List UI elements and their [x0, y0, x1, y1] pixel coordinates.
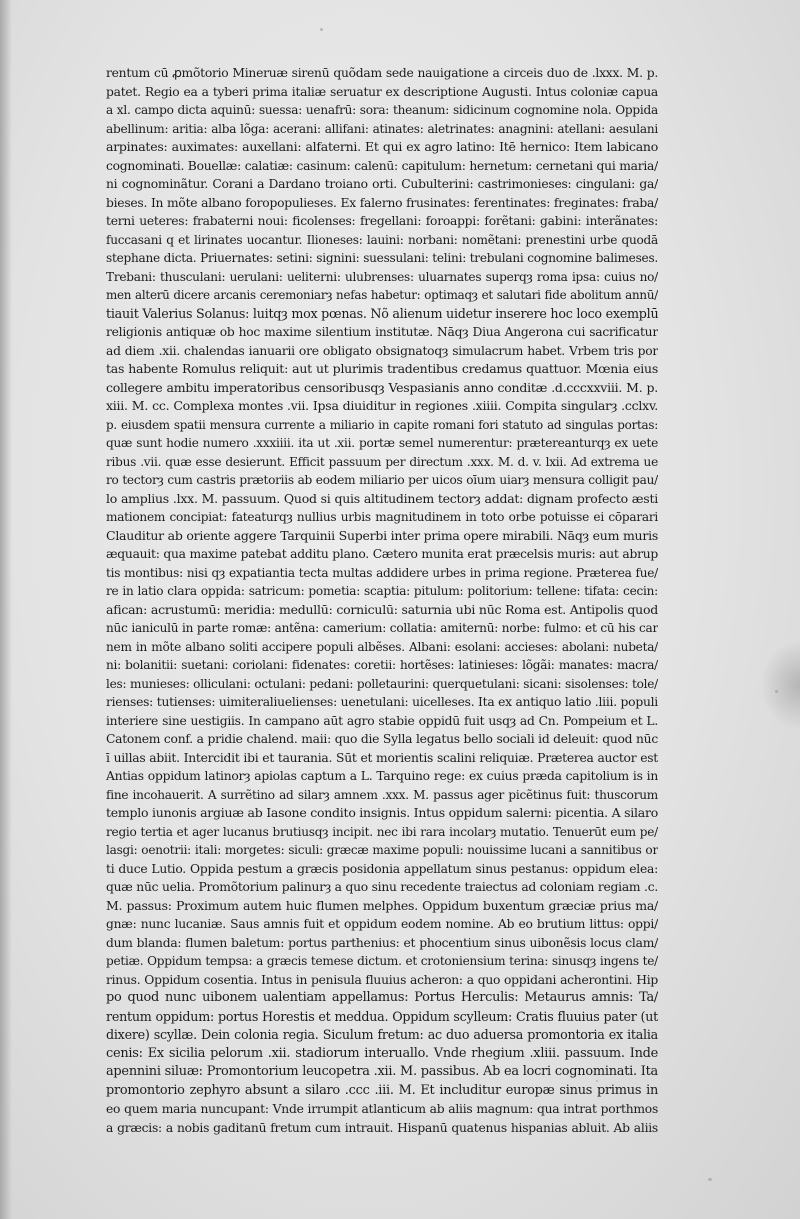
text-line: templo iunonis argiuæ ab Iasone condito insignis. Intus oppidum salerni: picentia. A silaro: [106, 805, 658, 820]
text-line: tiauit Valerius Solanus: luitqȝ mox pœnas. Nõ alienum uidetur inserere hoc loco exemplū: [106, 305, 658, 321]
text-line: men alterū dicere arcanis ceremoniarȝ nefas habetur: optimaqȝ et salutari fide abolitum annū/: [106, 288, 658, 302]
text-line: ni: bolanitii: suetani: coriolani: fidenates: coretii: hortẽses: latinieses: lõgãi: manates: macra/: [106, 658, 658, 672]
text-line: afican: acrustumū: meridia: medullū: corniculū: saturnia ubi nūc Roma est. Antipolis quod: [106, 601, 658, 617]
text-line: rentum cū ꝓmõtorio Mineruæ sirenū quõdam sede nauigatione a circeis duo de .lxxx. M. p.: [106, 66, 658, 80]
text-line: rienses: tutienses: uimiteraliuelienses: uenetulani: uicelleses. Ita ex antiquo latio .liii. populi: [106, 695, 658, 709]
ink-speck: [320, 28, 323, 31]
text-line: les: munieses: olliculani: octulani: pedani: polletaurini: querquetulani: sicani: sisolenses: tole/: [106, 676, 658, 691]
text-line: terni ueteres: frabaterni noui: ficolenses: fregellani: foroappi: forẽtani: gabini: interãnates:: [106, 214, 658, 228]
text-line: collegere ambitu imperatoribus censoribusqȝ Vespasianis anno conditæ .d.cccxxviii. M. p.: [106, 379, 658, 395]
text-line: abellinum: aritia: alba lõga: acerani: allifani: atinates: aletrinates: anagnini: atellani: aesulani: [106, 121, 658, 136]
text-line: tas habente Romulus reliquit: aut ut plurimis tradentibus credamus quattuor. Mœnia eius: [106, 361, 658, 376]
text-line: ti duce Lutio. Oppida pestum a græcis posidonia appellatum sinus pestanus: oppidum elea:: [106, 861, 658, 876]
text-line: po quod nunc uibonem ualentiam appellamus: Portus Herculis: Metaurus amnis: Ta/: [106, 990, 658, 1005]
text-line: rinus. Oppidum cosentia. Intus in penisula fluuius acheron: a quo oppidani acherontini. Hip: [106, 972, 658, 987]
text-line: Antias oppidum latinorȝ apiolas captum a L. Tarquino rege: ex cuius præda capitolium is in: [106, 769, 658, 783]
text-line: quæ sunt hodie numero .xxxiiii. ita ut .xii. portæ semel numerentur: prætereanturqȝ ex uete: [106, 436, 658, 450]
text-line: nūc ianiculū in parte romæ: antẽna: camerium: collatia: amiternū: norbe: fulmo: et cū his car: [106, 621, 658, 635]
text-line: Clauditur ab oriente aggere Tarquinii Superbi inter prima opere mirabili. Nāqȝ eum muris: [106, 527, 658, 543]
text-line: p. eiusdem spatii mensura currente a miliario in capite romani fori statuto ad singulas portas:: [106, 417, 658, 432]
text-line: petiæ. Oppidum tempsa: a græcis temese dictum. et crotoniensium terina: sinusqȝ ingens te/: [106, 954, 658, 968]
text-line: cognominati. Bouellæ: calatiæ: casinum: calenū: capitulum: hernetum: cernetani qui maria/: [106, 158, 658, 173]
body-text: [106, 64, 658, 1137]
text-line: regio tertia et ager lucanus brutiusqȝ incipit. nec ibi rara incolarȝ mutatio. Tenuerūt eum pe/: [106, 824, 658, 839]
text-line: lo amplius .lxx. M. passuum. Quod si quis altitudinem tectorȝ addat: dignam profecto æsti: [106, 490, 658, 506]
text-line: Trebani: thusculani: uerulani: ueliterni: ulubrenses: uluarnates superqȝ roma ipsa: cuius no/: [106, 269, 658, 284]
text-line: ad diem .xii. chalendas ianuarii ore obligato obsignatoqȝ simulacrum habet. Vrbem tris por: [106, 343, 658, 358]
text-line: dum blanda: flumen baletum: portus parthenius: et phocentium sinus uibonẽsis locus clam/: [106, 935, 658, 950]
text-line: promontorio zephyro absunt a silaro .ccc .iii. M. Et includitur europæ sinus primus in: [106, 1082, 658, 1098]
text-line: lasgi: oenotrii: itali: morgetes: siculi: græcæ maxime populi: nouissime lucani a sannitibus or: [106, 843, 658, 857]
ink-speck: [775, 690, 778, 693]
page-stain: [760, 640, 800, 730]
binding-shadow: [0, 0, 12, 1219]
text-line: gnæ: nunc lucaniæ. Saus amnis fuit et oppidum eodem nomine. Ab eo brutium littus: oppi/: [106, 917, 658, 931]
text-line: tis montibus: nisi qȝ expatiantia tecta multas addidere urbes in prima regione. Præterea fue/: [106, 565, 658, 580]
text-line: nem in mõte albano soliti accipere populi albẽses. Albani: esolani: accieses: abolani: nubeta/: [106, 639, 658, 654]
text-line: ni cognominãtur. Corani a Dardano troiano orti. Cubulterini: castrimonieses: cingulani: ga/: [106, 177, 658, 191]
ink-speck: [708, 1178, 712, 1181]
text-line: quæ nūc uelia. Promõtorium palinurȝ a quo sinu recedente traiectus ad coloniam regiam .c.: [106, 880, 658, 894]
text-line: rentum oppidum: portus Horestis et meddua. Oppidum scylleum: Cratis fluuius pater (ut: [106, 1008, 658, 1024]
text-line: ro tectorȝ cum castris prætoriis ab eodem miliario per uicos oīum uiarȝ mensura colligit pau/: [106, 473, 658, 487]
text-line: xiii. M. cc. Complexa montes .vii. Ipsa diuiditur in regiones .xiiii. Compita singularȝ .cclxv.: [106, 398, 658, 413]
text-line: ī uillas abiit. Intercidit ibi et taurania. Sūt et morientis scalini reliquiæ. Præterea auctor est: [106, 750, 658, 765]
text-line: cenis: Ex sicilia pelorum .xii. stadiorum interuallo. Vnde rhegium .xliii. passuum. Inde: [106, 1045, 658, 1061]
text-line: religionis antiquæ ob hoc maxime silentium institutæ. Nāqȝ Diua Angerona cui sacrificatur: [106, 325, 658, 339]
text-line: apennini siluæ: Promontorium leucopetra .xii. M. passibus. Ab ea locri cognominati. Ita: [106, 1064, 658, 1079]
text-line: arpinates: auximates: auxellani: alfaterni. Et qui ex agro latino: Itē hernico: Item labicano: [106, 139, 658, 154]
text-line: stephane dicta. Priuernates: setini: signini: suessulani: telini: trebulani cognomine balimeses.: [106, 251, 658, 265]
text-line: mationem concipiat: fateaturqȝ nullius urbis magnitudinem in toto orbe potuisse ei cōparari: [106, 510, 658, 524]
text-line: interiere sine uestigiis. In campano aūt agro stabie oppidū fuit usqȝ ad Cn. Pompeium et L.: [106, 713, 658, 728]
text-line: eo quem maria nuncupant: Vnde irrumpit atlanticum ab aliis magnum: qua intrat porthmos: [106, 1102, 658, 1116]
text-line: ribus .vii. quæ esse desierunt. Efficit passuum per directum .xxx. M. d. v. lxii. Ad extrema ue: [106, 454, 658, 469]
text-line: dixere) scyllæ. Dein colonia regia. Siculum fretum: ac duo aduersa promontoria ex italia: [106, 1027, 658, 1042]
text-line: Catonem conf. a pridie chalend. maii: quo die Sylla legatus bello sociali id deleuit: quod nūc: [106, 732, 658, 746]
text-line: a græcis: a nobis gaditanū fretum cum intrauit. Hispanū quatenus hispanias abluit. Ab aliis: [106, 1120, 658, 1135]
text-line: a xl. campo dicta aquinū: suessa: uenafrū: sora: theanum: sidicinum cognomine nola. Oppida: [106, 103, 658, 117]
text-line: patet. Regio ea a tyberi prima italiæ seruatur ex descriptione Augusti. Intus coloniæ capua: [106, 84, 658, 99]
text-line: æquauit: qua maxime patebat additu plano. Cætero munita erat præcelsis muris: aut abrup: [106, 547, 658, 561]
text-line: M. passus: Proximum autem huic flumen melphes. Oppidum buxentum græciæ prius ma/: [106, 897, 658, 913]
text-line: re in latio clara oppida: satricum: pometia: scaptia: pitulum: politorium: tellene: tifata: cecin:: [106, 584, 658, 598]
text-line: fine incohauerit. A surrẽtino ad silarȝ amnem .xxx. M. passus ager picẽtinus fuit: thuscorum: [106, 787, 658, 802]
text-line: bieses. In mõte albano foropopulieses. Ex falerno frusinates: ferentinates: freginates: fraba/: [106, 195, 658, 210]
text-line: fuccasani q et lirinates uocantur. Ilioneses: lauini: norbani: nomẽtani: prenestini urbe quodā: [106, 232, 658, 247]
